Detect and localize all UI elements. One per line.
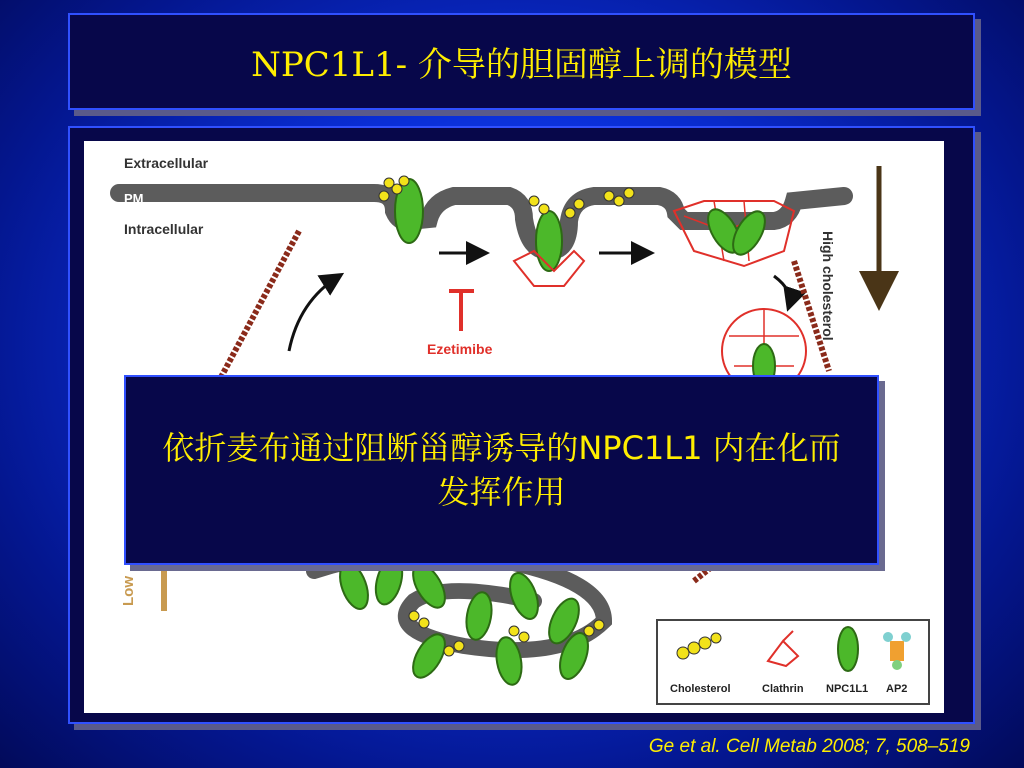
legend-npc1l1-label: NPC1L1 bbox=[826, 683, 869, 695]
npc1l1-legend-icon bbox=[838, 627, 858, 671]
ezetimibe-inhibition-symbol bbox=[449, 291, 474, 331]
low-cholesterol-label: Low bbox=[120, 576, 137, 606]
title-box bbox=[68, 13, 975, 110]
npc1l1-model-figure: Extracellular PM Intracellular Ezetimibe High cholesterol Low Cholesterol Clathrin NPC1L1 AP2 bbox=[84, 141, 944, 713]
pm-label: PM bbox=[124, 191, 144, 206]
legend-cholesterol-label: Cholesterol bbox=[670, 683, 731, 695]
npc1l1-protein bbox=[536, 211, 562, 271]
citation: Ge et al. Cell Metab 2008; 7, 508–519 bbox=[648, 736, 970, 757]
overlay-callout bbox=[124, 375, 879, 565]
cholesterol-legend-icon bbox=[677, 633, 721, 659]
legend-clathrin-label: Clathrin bbox=[762, 683, 804, 695]
overlay-text: 依折麦布通过阻断甾醇诱导的NPC1L1 内在化而发挥作用 bbox=[162, 429, 841, 511]
clathrin-legend-icon bbox=[768, 631, 798, 666]
arrow-to-vesicle bbox=[774, 276, 790, 306]
microfilament bbox=[219, 231, 299, 381]
ezetimibe-label: Ezetimibe bbox=[427, 341, 493, 357]
legend-icons bbox=[658, 621, 928, 681]
legend-ap2-label: AP2 bbox=[886, 683, 908, 695]
ap2-legend-icon bbox=[883, 632, 911, 670]
arrow-recycle bbox=[289, 276, 339, 351]
slide-title: NPC1L1- 介导的胆固醇上调的模型 bbox=[251, 45, 792, 85]
intracellular-label: Intracellular bbox=[124, 221, 204, 237]
extracellular-label: Extracellular bbox=[124, 155, 209, 171]
legend bbox=[656, 619, 930, 705]
